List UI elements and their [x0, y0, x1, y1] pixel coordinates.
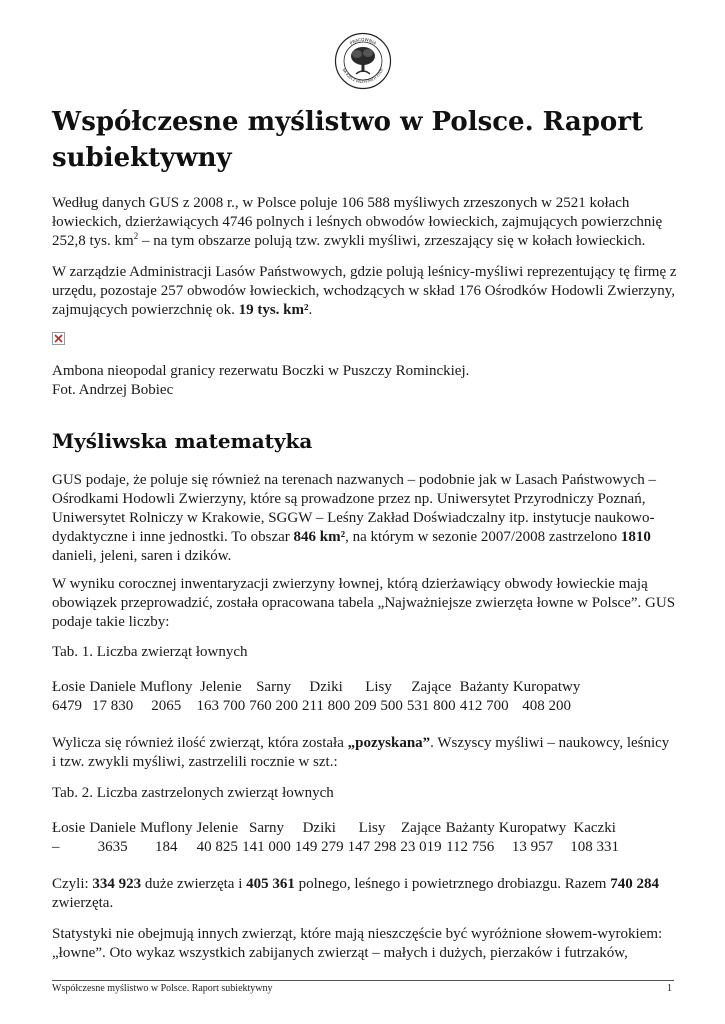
table-game-animals — [52, 678, 584, 716]
table-shot-animals — [52, 819, 623, 857]
logo-text-top: PRACOWNIA — [348, 36, 378, 46]
paragraph-totals: Czyli: 334 923 duże zwierzęta i 405 361 polnego, leśnego i powietrznego drobiazgu. Razem 740 284 zwierzęta. — [52, 876, 659, 911]
page-title: Współczesne myślistwo w Polsce. Raport subiektywny — [52, 107, 643, 173]
table-row: – 3635 184 40 825 141 000 149 279 147 298 23 019 112 756 13 957 108 331 — [52, 839, 620, 855]
footer-page-number: 1 — [667, 983, 672, 994]
table-header-row: Łosie Daniele Muflony Jelenie Sarny Dziki Lisy Zające Bażanty Kuropatwy Kaczki — [52, 820, 616, 836]
table-header-row: Łosie Daniele Muflony Jelenie Sarny Dziki Lisy Zające Bażanty Kuropatwy — [52, 679, 581, 695]
table2-caption: Tab. 2. Liczba zastrzelonych zwierząt łownych — [52, 785, 334, 801]
section-heading: Myśliwska matematyka — [52, 429, 313, 453]
table-row: 6479 17 830 2065 163 700 760 200 211 800 209 500 531 800 412 700 408 200 — [52, 698, 571, 714]
tree-logo-icon — [334, 32, 392, 90]
table1-caption: Tab. 1. Liczba zwierząt łownych — [52, 644, 248, 660]
image-caption: Ambona nieopodal granicy rezerwatu Boczki w Puszczy Rominckiej. Fot. Andrzej Bobiec — [52, 363, 470, 398]
footer-divider — [52, 980, 674, 981]
paragraph-statistics: Statystyki nie obejmują innych zwierząt, które mają nieszczęście być wyróżnione słowem-wyrokiem: „łowne”. Oto wykaz wszystkich zabijanych zwierząt – małych i dużych, pierzaków i futrzaków, — [52, 926, 663, 961]
footer-title: Współczesne myślistwo w Polsce. Raport subiektywny — [52, 983, 273, 994]
paragraph-hunting-centers: GUS podaje, że poluje się również na terenach nazwanych – podobnie jak w Lasach Państwowych – Ośrodkami Hodowli Zwierzyny, które są prowadzone przez np. Uniwersytet Przyrodniczy Poznań, Uniwersytet Rolniczy w Krakowie, SGGW – Leśny Zakład Doświadczalny itp. instytucje naukowo-dydaktyczne i inne jednostki. To obszar 846 km², na którym w sezonie 2007/2008 zastrzelono 1810 danieli, jeleni, saren i dzików. — [52, 472, 656, 564]
paragraph-state-forests: W zarządzie Administracji Lasów Państwowych, gdzie polują leśnicy-myśliwi reprezentujący tę firmę z urzędu, pozostaje 257 obwodów łowieckich, wchodzących w skład 176 Ośrodków Hodowli Zwierzyny, zajmujących powierzchnię ok. 19 tys. km². — [52, 264, 677, 318]
paragraph-gus-data: Według danych GUS z 2008 r., w Polsce poluje 106 588 myśliwych zrzeszonych w 2521 kołach łowieckich, dzierżawiących 4746 polnych i leśnych obwodów łowieckich, zajmujących powierzchnię 252,8 tys. $km^2$ – na tym obszarze polują tzw. zwykli myśliwi, zrzeszający się w kołach łowieckich. — [52, 195, 663, 249]
broken-image-icon — [52, 332, 65, 345]
paragraph-harvested: Wylicza się również ilość zwierząt, która została „pozyskana”. Wszyscy myśliwi – naukowcy, leśnicy i tzw. zwykli myśliwi, zastrzelili rocznie w szt.: — [52, 735, 670, 770]
paragraph-inventory: W wyniku corocznej inwentaryzacji zwierzyny łownej, którą dzierżawiący obwody łowieckie mają obowiązek przeprowadzić, została opracowana tabela „Najważniejsze zwierzęta łowne w Polsce”. GUS podaje takie liczby: — [52, 576, 676, 630]
logo-text-bottom: NA RZECZ WSZYSTKICH ISTOT — [341, 67, 385, 85]
